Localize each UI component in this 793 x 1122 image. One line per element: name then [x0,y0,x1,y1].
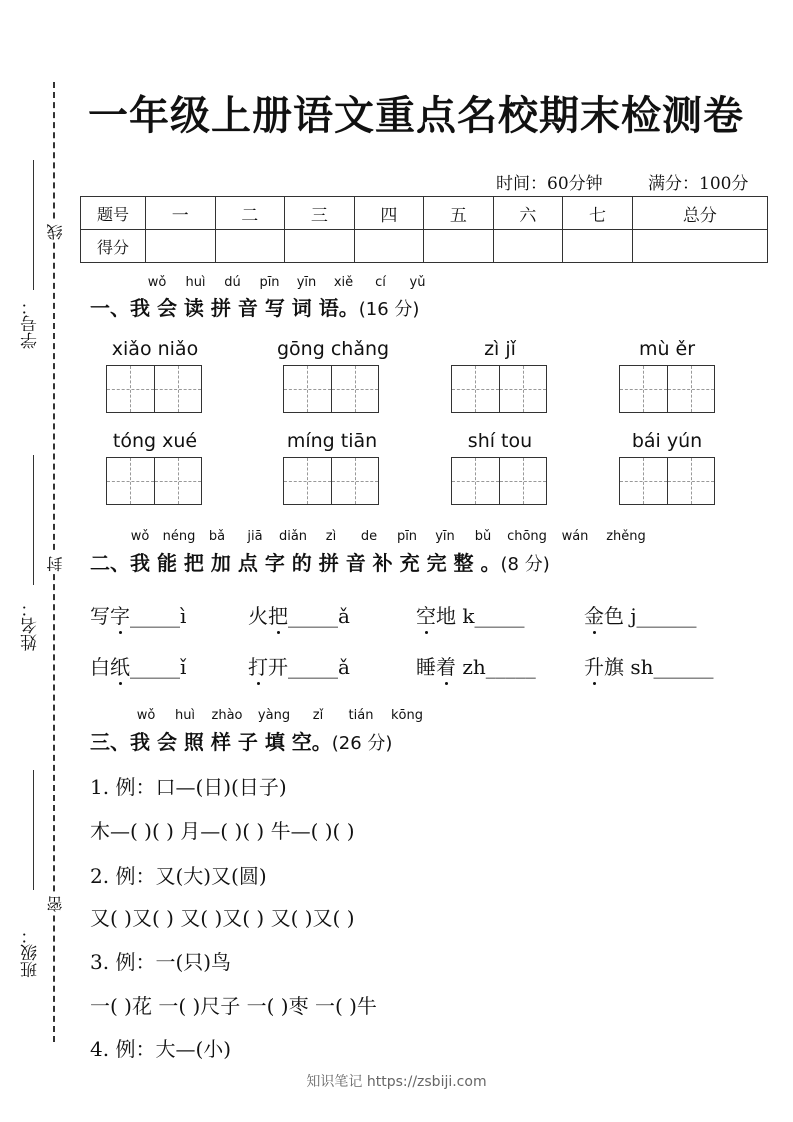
section1-pinyin [137,275,436,290]
section1-heading [90,292,419,321]
pinyin-word: mù ěr [638,338,696,360]
score-header-cell: 四 [354,197,424,230]
pinyin-syllable: zì [325,529,337,544]
footer-watermark: 知识笔记 https://zsbiji.com [306,1074,487,1090]
pinyin-syllable: huì [185,275,206,290]
pinyin-syllable: diǎn [278,529,308,544]
writing-box[interactable] [619,457,715,505]
section2-heading-text: 二、我 能 把 加 点 字 的 拼 音 补 充 完 整 。 [90,551,501,575]
score-input-cell[interactable] [424,230,494,263]
pinyin-syllable: pīn [259,275,280,290]
exercise-line[interactable]: 又( )又( ) 又( )又( ) 又( )又( ) [90,906,355,930]
student-no-rule [33,160,34,290]
pinyin-syllable: zhào [211,708,243,723]
writing-box[interactable] [451,365,547,413]
score-input-cell[interactable] [632,230,767,263]
pinyin-syllable: xiě [333,275,354,290]
pinyin-syllable: huì [174,708,196,723]
example-line: 2. 例：又(大)又(圆) [90,864,267,888]
section2-score: (8 分) [500,554,550,575]
section3-pinyin [126,708,430,723]
binding-label-mi: 密 [46,896,65,912]
pinyin-word: xiǎo niǎo [111,338,199,360]
pinyin-syllable: wǒ [136,708,156,723]
class-label: 班级： [18,925,43,980]
exercise-line[interactable]: 一( )花 一( )尺子 一( )枣 一( )牛 [90,994,377,1018]
pinyin-syllable: cí [375,275,386,290]
section1-heading-text: 一、我 会 读 拼 音 写 词 语。 [90,296,359,320]
exam-time: 时间：60分钟 [496,174,603,194]
score-header-cell: 五 [424,197,494,230]
score-input-cell[interactable] [493,230,563,263]
pinyin-syllable: jiā [247,529,263,544]
writing-box[interactable] [283,365,379,413]
exercise-line[interactable]: 木—( )( ) 月—( )( ) 牛—( )( ) [90,819,355,843]
student-no-label: 学号： [18,296,43,351]
writing-box[interactable] [106,457,202,505]
exam-title: 一年级上册语文重点名校期末检测卷 [88,92,744,139]
fill-item[interactable]: 睡着 zh_____ [416,655,536,679]
pinyin-syllable: néng [162,529,196,544]
section1-score: (16 分) [358,299,420,320]
score-input-cell[interactable] [563,230,633,263]
writing-box[interactable] [283,457,379,505]
score-input-cell[interactable] [285,230,355,263]
score-input-cell[interactable] [146,230,216,263]
pinyin-syllable: pīn [396,529,418,544]
pinyin-syllable: wǒ [130,529,150,544]
fill-item[interactable]: 打开_____ǎ [248,655,350,679]
fill-item[interactable]: 写字_____ì [90,604,187,628]
pinyin-word: gōng chǎng [277,338,390,360]
pinyin-syllable: bǔ [474,529,492,544]
pinyin-syllable: wǒ [147,275,167,290]
section3-score: (26 分) [331,733,393,754]
score-header-cell: 三 [285,197,355,230]
score-header-cell: 七 [563,197,633,230]
score-header-cell: 一 [146,197,216,230]
fill-item[interactable]: 火把_____ǎ [248,604,350,628]
binding-label-feng: 封 [46,556,65,572]
pinyin-syllable: wán [561,529,589,544]
binding-label-xian: 线 [46,224,65,240]
writing-box[interactable] [451,457,547,505]
pinyin-syllable: tián [348,708,374,723]
score-table-header-row [81,197,768,230]
pinyin-syllable: yīn [296,275,317,290]
fill-item[interactable]: 白纸_____ǐ [90,655,187,679]
pinyin-syllable: zǐ [312,708,324,723]
score-row-label: 得分 [81,230,146,263]
score-table-score-row [81,230,768,263]
fill-item[interactable]: 金色 j______ [584,604,697,628]
exam-full-score: 满分：100分 [648,174,749,194]
score-table [80,196,768,263]
example-line: 4. 例：大—(小) [90,1037,232,1061]
pinyin-syllable: bǎ [208,529,226,544]
score-header-cell: 题号 [81,197,146,230]
pinyin-syllable: kōng [391,708,423,723]
pinyin-syllable: chōng [507,529,547,544]
pinyin-syllable: yīn [435,529,455,544]
example-line: 3. 例：一(只)鸟 [90,950,232,974]
section2-pinyin [120,529,654,544]
name-label: 姓名： [18,598,43,653]
pinyin-word: shí tou [467,430,533,452]
pinyin-word: bái yún [631,430,703,452]
score-header-cell: 六 [493,197,563,230]
pinyin-syllable: yǔ [409,275,426,290]
pinyin-syllable: de [360,529,378,544]
name-rule [33,455,34,585]
fill-item[interactable]: 升旗 sh______ [584,655,714,679]
pinyin-syllable: zhěng [606,529,646,544]
writing-box[interactable] [619,365,715,413]
section2-heading [90,547,550,576]
pinyin-syllable: dú [224,275,241,290]
pinyin-word: tóng xué [112,430,198,452]
score-header-cell: 总分 [632,197,767,230]
pinyin-word: zì jǐ [484,338,516,360]
class-rule [33,770,34,890]
score-input-cell[interactable] [215,230,285,263]
score-input-cell[interactable] [354,230,424,263]
pinyin-word: míng tiān [286,430,378,452]
section3-heading [90,726,392,755]
pinyin-syllable: yàng [257,708,291,723]
section3-heading-text: 三、我 会 照 样 子 填 空。 [90,730,332,754]
score-header-cell: 二 [215,197,285,230]
fill-item[interactable]: 空地 k_____ [416,604,525,628]
example-line: 1. 例：口—(日)(日子) [90,775,287,799]
writing-box[interactable] [106,365,202,413]
